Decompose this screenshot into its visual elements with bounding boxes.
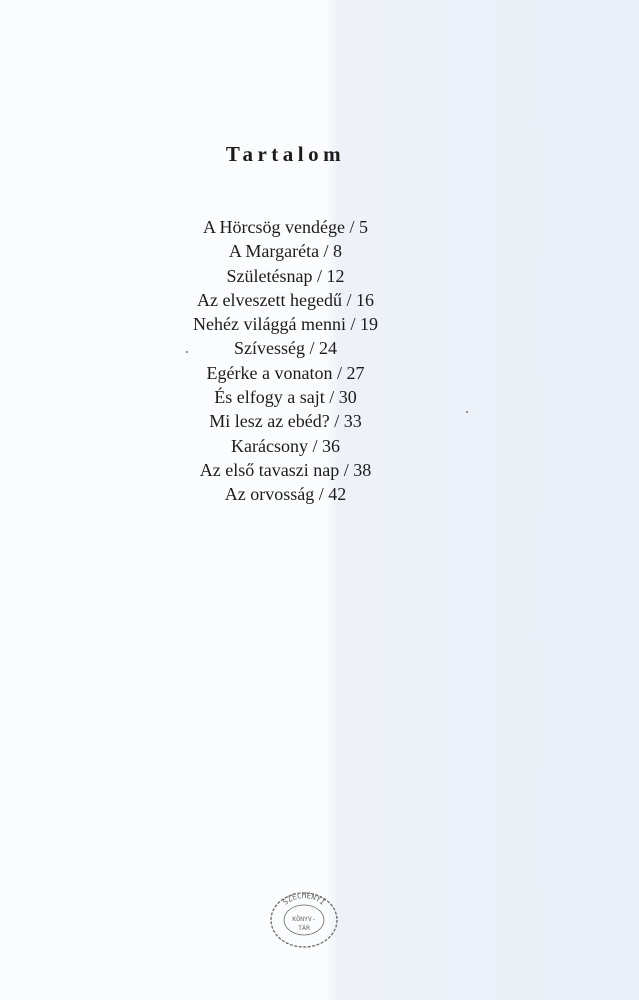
toc-entry: A Margaréta / 8 — [228, 241, 343, 262]
table-of-contents — [0, 215, 571, 507]
page-title: Tartalom — [225, 142, 346, 166]
stamp-line2: TÁR — [298, 924, 310, 932]
toc-entry: Nehéz világgá menni / 19 — [193, 314, 378, 335]
toc-entry: Karácsony / 36 — [231, 435, 340, 456]
stamp-arc-text: SZÉCHÉNYI — [281, 891, 327, 907]
toc-entry: És elfogy a sajt / 30 — [214, 387, 357, 408]
toc-entry: Szívesség / 24 — [234, 338, 337, 359]
toc-entry: Az elveszett hegedű / 16 — [197, 289, 374, 310]
toc-entry: Az első tavaszi nap / 38 — [199, 459, 372, 480]
paper-speck — [186, 351, 188, 353]
toc-entry: Egérke a vonaton / 27 — [206, 362, 365, 383]
stamp-line1: KÖNYV- — [292, 915, 316, 923]
toc-entry: Mi lesz az ebéd? / 33 — [209, 411, 362, 432]
toc-entry: Születésnap / 12 — [226, 265, 345, 286]
paper-speck — [466, 411, 468, 413]
toc-entry: A Hörcsög vendége / 5 — [203, 217, 368, 237]
library-stamp-icon — [268, 890, 340, 950]
toc-entry: Az orvosság / 42 — [224, 484, 347, 505]
